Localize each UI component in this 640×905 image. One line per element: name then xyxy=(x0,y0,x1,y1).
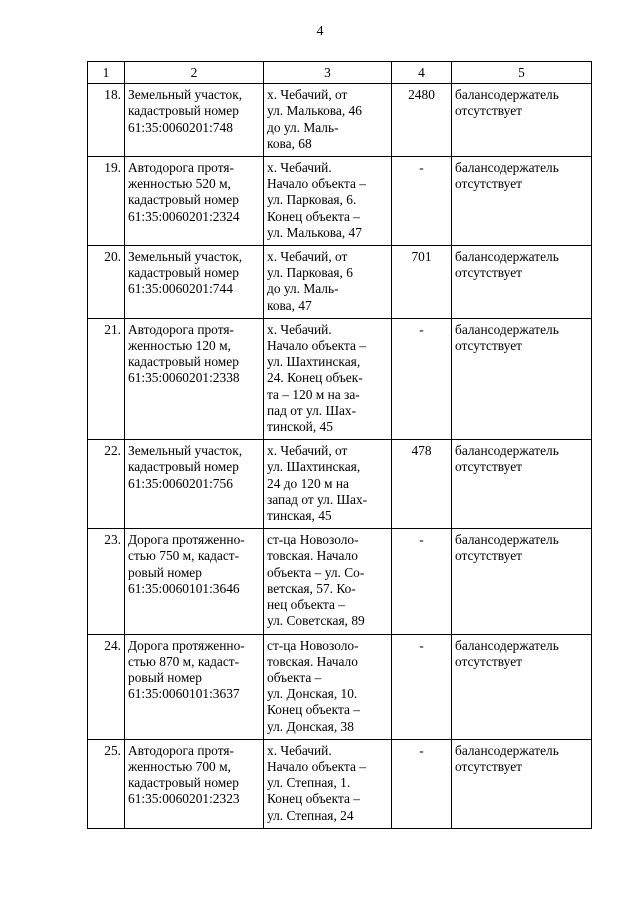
header-col-5: 5 xyxy=(452,62,592,84)
header-col-3: 3 xyxy=(264,62,392,84)
object-address: ст-ца Новозоло- товская. Начало объекта – ул. Со- ветская, 57. Ко- нец объекта – ул. Советская, 89 xyxy=(264,529,392,634)
table-row xyxy=(88,739,592,828)
row-number: 23. xyxy=(88,529,125,634)
balance-holder: балансодержатель отсутствует xyxy=(452,634,592,739)
object-description: Земельный участок, кадастровый номер 61:35:0060201:744 xyxy=(125,246,264,319)
balance-holder: балансодержатель отсутствует xyxy=(452,84,592,157)
header-col-4: 4 xyxy=(392,62,452,84)
table-row xyxy=(88,529,592,634)
object-area: - xyxy=(392,529,452,634)
row-number: 20. xyxy=(88,246,125,319)
object-area: 478 xyxy=(392,440,452,529)
property-table xyxy=(87,61,592,829)
balance-holder: балансодержатель отсутствует xyxy=(452,739,592,828)
row-number: 22. xyxy=(88,440,125,529)
object-description: Дорога протяженно- стью 870 м, кадаст- ровый номер 61:35:0060101:3637 xyxy=(125,634,264,739)
table-row xyxy=(88,318,592,439)
object-area: - xyxy=(392,318,452,439)
balance-holder: балансодержатель отсутствует xyxy=(452,157,592,246)
object-address: х. Чебачий. Начало объекта – ул. Парковая, 6. Конец объекта – ул. Малькова, 47 xyxy=(264,157,392,246)
row-number: 24. xyxy=(88,634,125,739)
object-area: 701 xyxy=(392,246,452,319)
object-description: Автодорога протя- женностью 120 м, кадастровый номер 61:35:0060201:2338 xyxy=(125,318,264,439)
row-number: 21. xyxy=(88,318,125,439)
table-row xyxy=(88,440,592,529)
object-description: Земельный участок, кадастровый номер 61:35:0060201:756 xyxy=(125,440,264,529)
row-number: 19. xyxy=(88,157,125,246)
table-row xyxy=(88,157,592,246)
row-number: 25. xyxy=(88,739,125,828)
row-number: 18. xyxy=(88,84,125,157)
object-address: х. Чебачий, от ул. Парковая, 6 до ул. Маль- кова, 47 xyxy=(264,246,392,319)
balance-holder: балансодержатель отсутствует xyxy=(452,246,592,319)
object-area: - xyxy=(392,157,452,246)
object-area: 2480 xyxy=(392,84,452,157)
balance-holder: балансодержатель отсутствует xyxy=(452,529,592,634)
object-area: - xyxy=(392,634,452,739)
header-col-1: 1 xyxy=(88,62,125,84)
object-area: - xyxy=(392,739,452,828)
page-number: 4 xyxy=(316,24,324,39)
object-address: ст-ца Новозоло- товская. Начало объекта – ул. Донская, 10. Конец объекта – ул. Донская, 38 xyxy=(264,634,392,739)
balance-holder: балансодержатель отсутствует xyxy=(452,318,592,439)
object-address: х. Чебачий, от ул. Шахтинская, 24 до 120 м на запад от ул. Шах- тинская, 45 xyxy=(264,440,392,529)
header-row xyxy=(88,62,592,84)
table-row xyxy=(88,634,592,739)
object-description: Дорога протяженно- стью 750 м, кадаст- ровый номер 61:35:0060101:3646 xyxy=(125,529,264,634)
header-col-2: 2 xyxy=(125,62,264,84)
table-row xyxy=(88,84,592,157)
object-address: х. Чебачий. Начало объекта – ул. Степная, 1. Конец объекта – ул. Степная, 24 xyxy=(264,739,392,828)
object-description: Земельный участок, кадастровый номер 61:35:0060201:748 xyxy=(125,84,264,157)
table-row xyxy=(88,246,592,319)
object-description: Автодорога протя- женностью 700 м, кадастровый номер 61:35:0060201:2323 xyxy=(125,739,264,828)
object-address: х. Чебачий. Начало объекта – ул. Шахтинская, 24. Конец объек- та – 120 м на за- пад от ул. Шах- тинской, 45 xyxy=(264,318,392,439)
balance-holder: балансодержатель отсутствует xyxy=(452,440,592,529)
object-address: х. Чебачий, от ул. Малькова, 46 до ул. Маль- кова, 68 xyxy=(264,84,392,157)
object-description: Автодорога протя- женностью 520 м, кадастровый номер 61:35:0060201:2324 xyxy=(125,157,264,246)
